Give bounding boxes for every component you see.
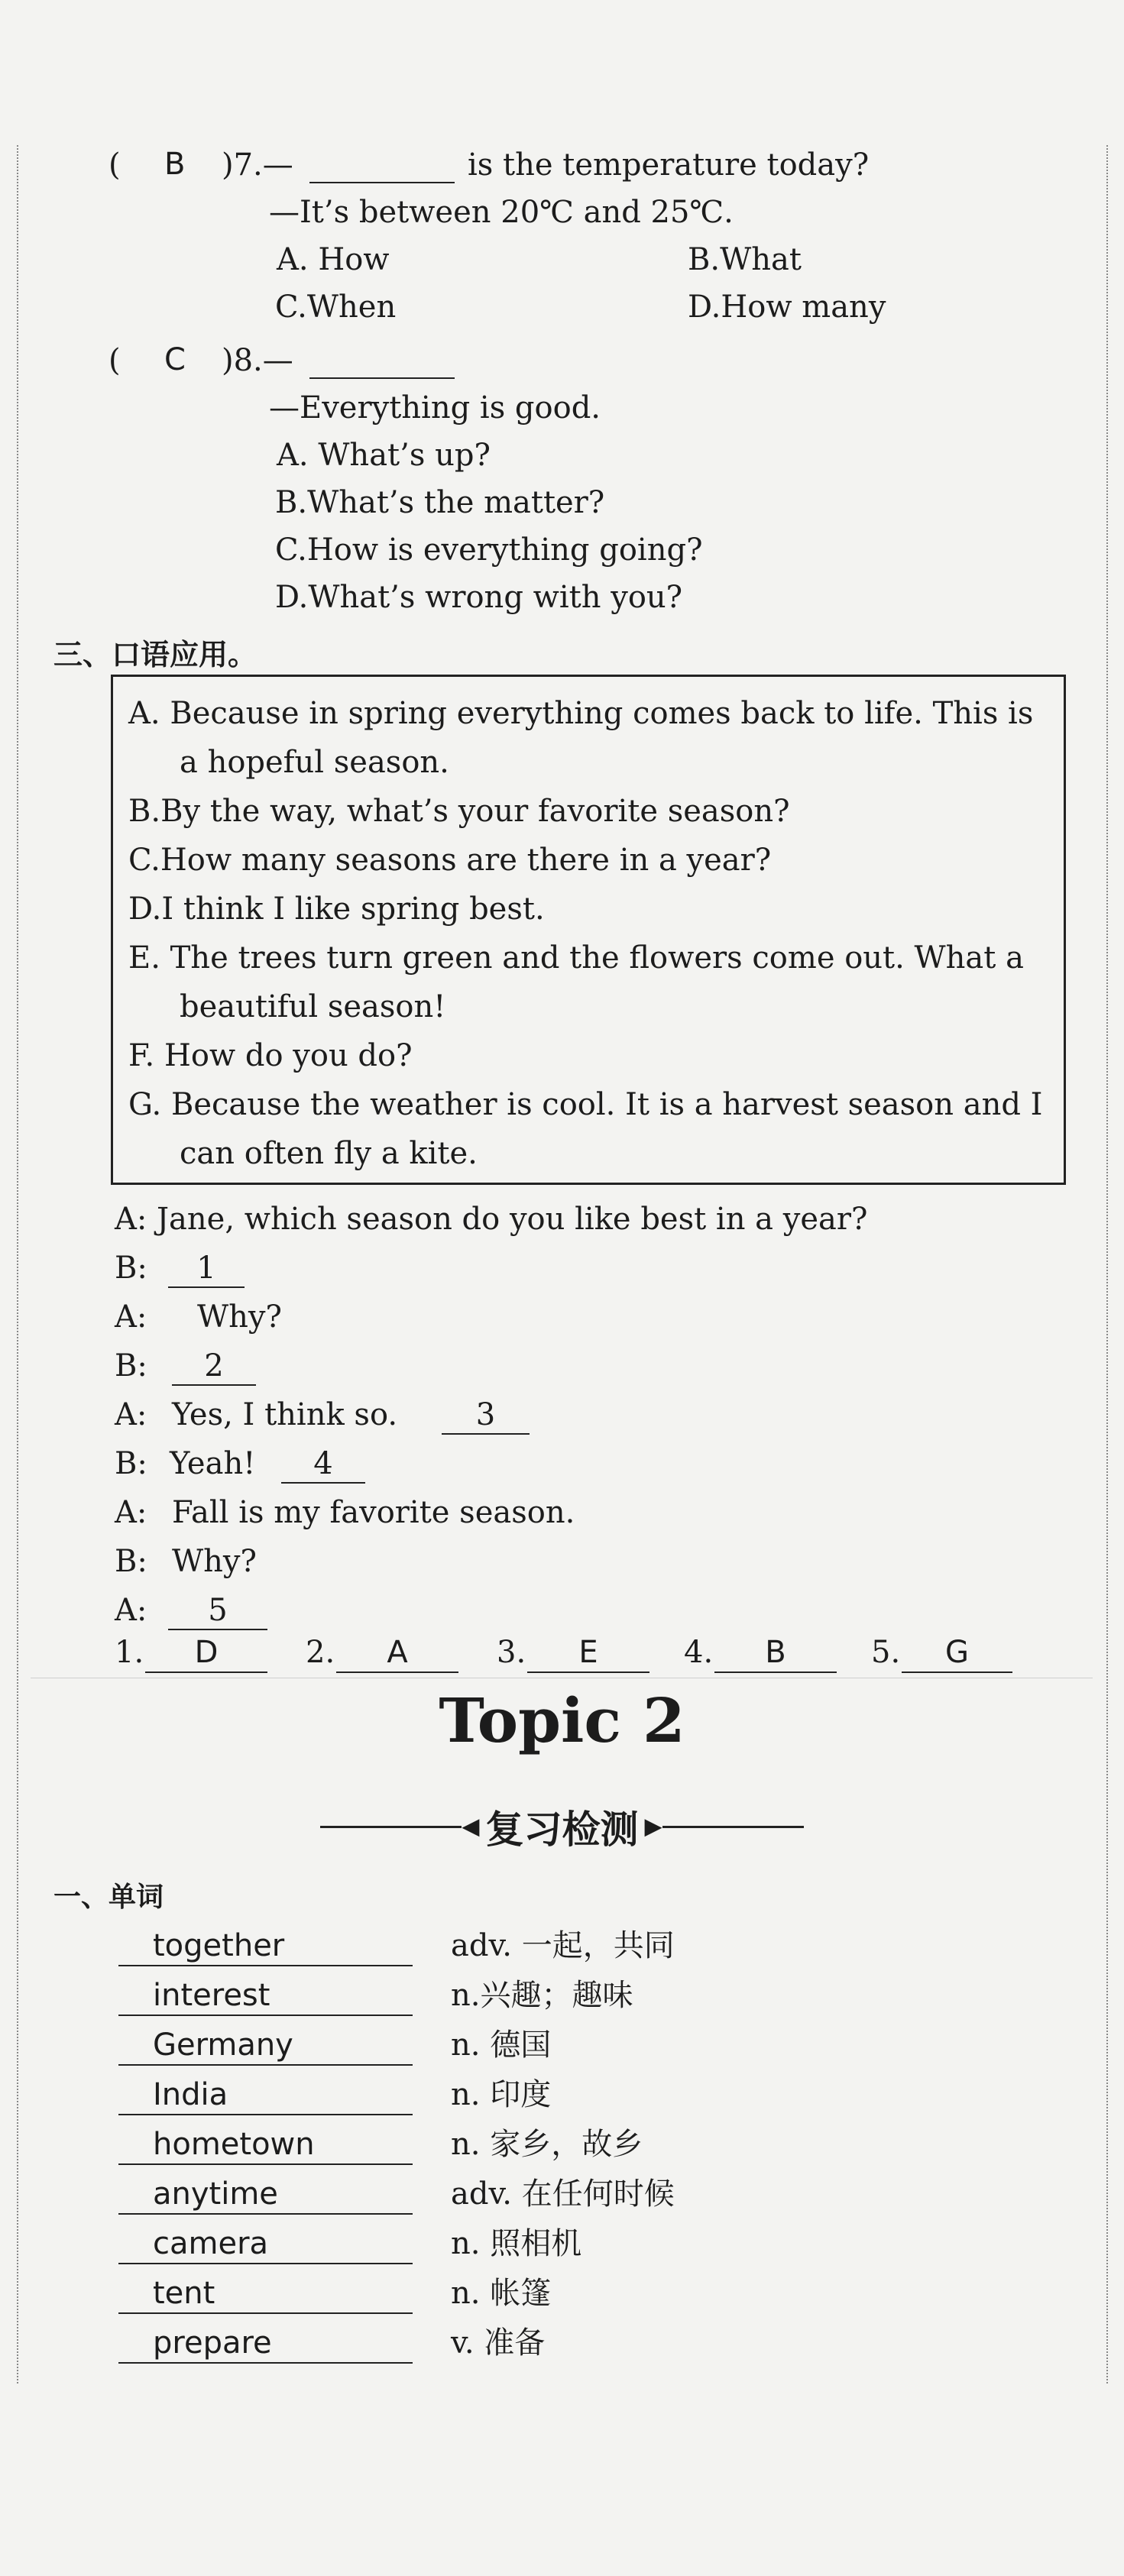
dialogue-text: Yeah! [170,1446,256,1481]
vocab-definition: n. 照相机 [451,2226,582,2261]
dialogue-speaker: A: [115,1299,147,1335]
vocab-line [118,2076,413,2115]
answer-value: A [387,1635,408,1670]
q7-reply: —It’s between 20℃ and 25℃. [269,195,734,230]
vocab-definition: n. 家乡，故乡 [451,2127,643,2162]
answer-slot [527,1633,649,1673]
vocab-line [118,1927,413,1966]
vocab-line [118,2026,413,2066]
section3-heading: 三、口语应用。 [53,638,258,672]
q7-answer: B [164,147,186,182]
q7-number: )7.— [222,147,293,183]
vocab-word: India [153,2077,228,2112]
option-e-line1: E. The trees turn green and the flowers come out. What a [128,940,1024,976]
dialogue-speaker: B: [115,1446,147,1481]
option-f: F. How do you do? [128,1038,413,1073]
q8-option-d: D.What’s wrong with you? [275,580,683,615]
dialogue-blank [168,1592,267,1630]
dialogue-text: Why? [197,1299,282,1335]
vocab-word: prepare [153,2325,272,2361]
answer-value: D [194,1635,219,1670]
vocab-word: together [153,1928,285,1963]
blank-number: 4 [313,1446,333,1481]
vocab-word: interest [153,1978,270,2013]
option-b: B.By the way, what’s your favorite season? [128,794,790,829]
vocab-word: camera [153,2226,269,2261]
q7-option-c: C.When [275,290,397,325]
triangle-left-icon: ◀ [462,1813,480,1840]
answer-number: 4. [684,1635,714,1670]
heading-rule-left [320,1826,462,1828]
vocab-line [118,2175,413,2215]
dialogue-text: Yes, I think so. [172,1397,398,1432]
review-title: 复习检测 [485,1807,639,1852]
answer-value: B [765,1635,786,1670]
dialogue-text: Fall is my favorite season. [172,1495,575,1530]
topic-title: Topic 2 [439,1684,685,1756]
dialogue-blank [281,1445,365,1484]
answer-slot [714,1633,837,1673]
option-a-line2: a hopeful season. [180,745,449,780]
dialogue-blank [442,1396,530,1435]
review-heading [0,1799,1124,1854]
vocab-line [118,1976,413,2016]
vocab-word: tent [153,2276,215,2311]
answer-number: 5. [871,1635,901,1670]
option-d: D.I think I like spring best. [128,892,545,927]
q7-option-b: B.What [688,242,802,277]
q7-blank [309,150,455,183]
answer-number: 3. [497,1635,526,1670]
q7-option-d: D.How many [688,290,886,325]
vocab-definition: n. 印度 [451,2077,552,2112]
answer-slot [145,1633,267,1673]
vocab-definition: adv. 一起，共同 [451,1928,675,1963]
answer-slot [902,1633,1012,1673]
q7-option-a: A. How [277,242,390,277]
q7-paren-open: ( [109,147,121,183]
vocab-line [118,2274,413,2314]
left-margin-line [17,145,18,2383]
vocab-definition: adv. 在任何时候 [451,2176,675,2212]
vocab-definition: n.兴趣；趣味 [451,1978,633,2013]
vocab-definition: n. 德国 [451,2027,552,2063]
triangle-right-icon: ▶ [644,1813,662,1840]
dialogue-speaker: A: [115,1593,147,1628]
section1-heading: 一、单词 [53,1882,164,1913]
dialogue-blank [172,1348,256,1386]
answer-number: 1. [115,1635,144,1670]
q8-option-b: B.What’s the matter? [275,485,605,520]
vocab-word: anytime [153,2176,278,2212]
dialogue-speaker: A: [115,1495,147,1530]
vocab-word: hometown [153,2127,315,2162]
vocab-word: Germany [153,2027,293,2063]
dialogue-text: Jane, which season do you like best in a year? [157,1202,868,1237]
dialogue-speaker: A: [115,1202,147,1237]
dialogue-speaker: B: [115,1348,147,1383]
dialogue-speaker: B: [115,1544,147,1579]
blank-number: 1 [196,1251,216,1286]
heading-rule-right [662,1826,804,1828]
blank-number: 2 [204,1348,224,1383]
q8-reply: —Everything is good. [269,390,601,426]
option-c: C.How many seasons are there in a year? [128,843,772,878]
q8-number: )8.— [222,343,293,378]
q8-option-a: A. What’s up? [277,438,491,473]
q8-paren-open: ( [109,343,121,378]
dialogue-text: Why? [172,1544,257,1579]
option-g-line1: G. Because the weather is cool. It is a harvest season and I [128,1087,1043,1122]
option-g-line2: can often fly a kite. [180,1136,478,1171]
vocab-line [118,2225,413,2264]
answer-number: 2. [306,1635,335,1670]
dialogue-speaker: A: [115,1397,147,1432]
right-margin-line [1106,145,1108,2383]
vocab-definition: n. 帐篷 [451,2276,552,2311]
option-a-line1: A. Because in spring everything comes back to life. This is [128,696,1034,731]
blank-number: 3 [475,1397,496,1432]
vocab-line [118,2324,413,2364]
option-e-line2: beautiful season! [180,989,446,1024]
q7-stem: is the temperature today? [468,147,870,183]
q8-blank [309,345,455,379]
blank-number: 5 [208,1593,228,1628]
vocab-definition: v. 准备 [451,2325,546,2361]
vocab-line [118,2125,413,2165]
dialogue-speaker: B: [115,1251,147,1286]
answer-value: G [945,1635,969,1670]
answer-slot [336,1633,458,1673]
q8-option-c: C.How is everything going? [275,532,703,568]
answer-value: E [578,1635,598,1670]
q8-answer: C [164,342,186,377]
dialogue-blank [168,1250,245,1288]
